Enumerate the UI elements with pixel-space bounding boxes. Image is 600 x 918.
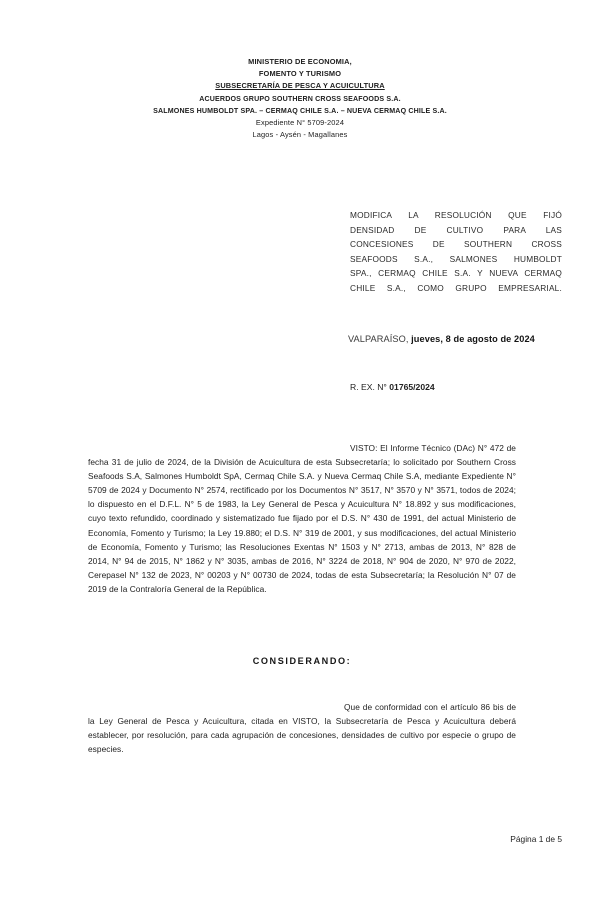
title-line-1: MODIFICA LA RESOLUCIÓN QUE FIJÓ: [350, 210, 562, 220]
title-line-3: CONCESIONES DE SOUTHERN CROSS: [350, 239, 562, 250]
title-line-4: SEAFOODS S.A., SALMONES HUMBOLDT: [350, 253, 562, 264]
resolution-number-prefix: R. EX. N°: [350, 382, 387, 392]
resolution-title: [350, 208, 562, 296]
place-city: VALPARAÍSO,: [348, 334, 409, 344]
title-line-2: DENSIDAD DE CULTIVO PARA LAS: [350, 224, 562, 235]
ministry-line-2: FOMENTO Y TURISMO: [258, 69, 342, 79]
visto-paragraph: VISTO: El Informe Técnico (DAc) N° 472 de fecha 31 de julio de 2024, de la División de Acuicultura de esta Subsecretaría; lo solicitado por Southern Cross Seafoods S.A, Salmones Humboldt SpA, Cermaq Chile S.A. y Nueva Cermaq Chile S.A, mediante Expediente N° 5709 de 2024 y Documento N° 2574, rectificado por los Documentos N° 3517, N° 3570 y N° 3571, todos de 2024; lo dispuesto en el D.F.L. N° 5 de 1983, la Ley General de Pesca y Acuicultura N° 18.892 y sus modificaciones, cuyo texto refundido, coordinado y sistematizado fue fijado por el D.S. N° 430 de 1991, del actual Ministerio de Economía, Fomento y Turismo; la Ley 19.880; el D.S. N° 319 de 2001, y sus modificaciones, del actual Ministerio de Economía, Fomento y Turismo; las Resoluciones Exentas N° 1503 y N° 2713, ambas de 2013, N° 828 de 2014, N° 94 de 2015, N° 1862 y N° 3035, ambas de 2016, N° 3224 de 2018, N° 904 de 2020, N° 970 de 2022, Cerepasel N° 132 de 2023, N° 00203 y N° 00730 de 2024, todas de esta Subsecretaría; la Resolución N° 07 de 2019 de la Contraloría General de la República.: [88, 443, 516, 594]
page-footer: Página 1 de 5: [510, 834, 562, 844]
resolution-number-value: 01765/2024: [389, 382, 435, 392]
letterhead: [0, 56, 600, 141]
issue-date: jueves, 8 de agosto de 2024: [411, 334, 535, 344]
title-line-6: CHILE S.A., COMO GRUPO EMPRESARIAL.: [350, 282, 562, 293]
considerando-paragraph: Que de conformidad con el artículo 86 bis de la Ley General de Pesca y Acuicultura, citada en VISTO, la Subsecretaría de Pesca y Acuicultura deberá establecer, por resolución, para cada agrupación de concesiones, densidades de cultivo por especie o grupo de especies.: [88, 702, 516, 755]
companies-line-2: SALMONES HUMBOLDT SPA. – CERMAQ CHILE S.A. – NUEVA CERMAQ CHILE S.A.: [153, 106, 447, 115]
ministry-line-1: MINISTERIO DE ECONOMIA,: [248, 57, 352, 66]
resolution-number: [350, 382, 435, 392]
expediente-line: Expediente N° 5709-2024: [255, 118, 345, 128]
companies-line-1: ACUERDOS GRUPO SOUTHERN CROSS SEAFOODS S.A.: [199, 94, 401, 103]
place-and-date: [348, 334, 535, 344]
considerando-heading: CONSIDERANDO:: [252, 656, 352, 666]
subsecretariat-line: SUBSECRETARÍA DE PESCA Y ACUICULTURA: [215, 81, 385, 91]
regions-line: Lagos - Aysén - Magallanes: [252, 130, 348, 140]
title-line-5: SPA., CERMAQ CHILE S.A. Y NUEVA CERMAQ: [350, 268, 562, 279]
